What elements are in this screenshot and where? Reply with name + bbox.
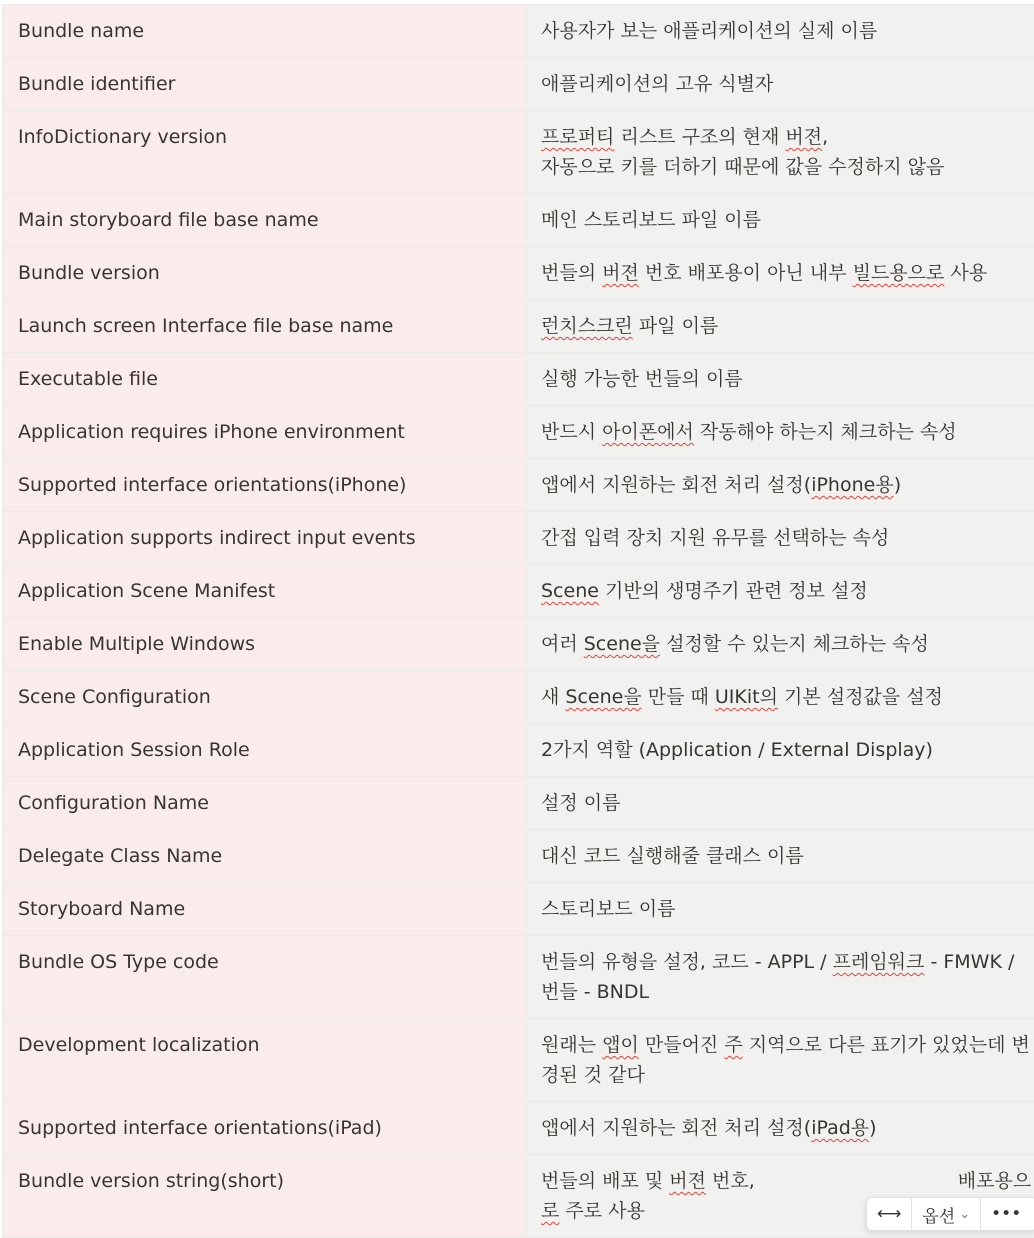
description-line [541, 364, 1027, 394]
spellcheck-flagged-word: 버젼 [602, 262, 639, 284]
description-text: 번들의 [541, 262, 602, 284]
description-text: 애플리케이션의 고유 식별자 [541, 73, 773, 95]
table-row [3, 618, 1034, 671]
property-description-cell[interactable] [527, 671, 1034, 724]
table-row [3, 5, 1034, 58]
description-text: 대신 코드 실행해줄 클래스 이름 [541, 845, 804, 867]
description-text: 작동해야 하는지 체크하는 속성 [694, 421, 957, 443]
info-plist-table [2, 4, 1034, 1238]
property-description-cell[interactable] [527, 58, 1034, 111]
description-text: 번들의 배포 및 [541, 1170, 669, 1192]
description-text: 만들어진 [639, 1034, 725, 1056]
property-description-cell[interactable] [527, 883, 1034, 936]
description-line [541, 523, 1027, 553]
spellcheck-flagged-word: Scene을 [565, 686, 641, 708]
property-key-cell[interactable]: Supported interface orientations(iPhone) [3, 459, 527, 512]
description-text: 원래는 [541, 1034, 602, 1056]
description-text: 새 [541, 686, 565, 708]
table-body [3, 5, 1034, 1238]
spellcheck-flagged-word: 아이폰에서 [602, 421, 694, 443]
table-row [3, 111, 1034, 194]
description-text: 스토리보드 이름 [541, 898, 676, 920]
property-description-cell[interactable] [527, 5, 1034, 58]
description-line [541, 788, 1027, 818]
description-text: 번호, [706, 1170, 755, 1192]
description-text: ) [894, 474, 901, 496]
description-text: 사용자가 보는 애플리케이션의 실제 이름 [541, 20, 877, 42]
more-icon: ••• [991, 1204, 1021, 1224]
description-text: 앱에서 지원하는 회전 처리 설정( [541, 1117, 811, 1139]
table-row [3, 830, 1034, 883]
description-line [541, 629, 1027, 659]
description-text: 사용 [944, 262, 987, 284]
description-line [541, 735, 1027, 765]
description-text: ) [869, 1117, 876, 1139]
description-text: , [822, 126, 828, 148]
table-row [3, 883, 1034, 936]
spellcheck-flagged-word: 빌드용으로 [853, 262, 945, 284]
description-text: 파일 이름 [633, 315, 719, 337]
description-text: - FMWK / [924, 951, 1014, 973]
description-text: 배포용으 [958, 1170, 1031, 1192]
spellcheck-flagged-word: 프로퍼티 [541, 126, 614, 148]
description-text: 만들 때 [642, 686, 715, 708]
description-text: 2가지 역할 (Application / External Display) [541, 739, 933, 761]
description-text: 경된 것 같다 [541, 1064, 645, 1086]
description-line [541, 122, 1027, 152]
table-row [3, 512, 1034, 565]
property-description-cell[interactable] [527, 194, 1034, 247]
property-description-cell[interactable] [527, 565, 1034, 618]
property-description-cell[interactable] [527, 618, 1034, 671]
spellcheck-flagged-word: 버젼 [669, 1170, 706, 1192]
description-line [541, 1113, 1027, 1143]
description-line [541, 947, 1027, 977]
floating-toolbar [866, 1197, 1034, 1231]
table-row [3, 459, 1034, 512]
description-line [541, 205, 1027, 235]
spellcheck-flagged-word: iPhone용 [811, 474, 894, 496]
description-text: 리스트 구조의 현재 [614, 126, 785, 148]
property-key-cell[interactable]: Storyboard Name [3, 883, 527, 936]
description-text: 기반의 생명주기 관련 정보 설정 [599, 580, 868, 602]
property-description-cell[interactable] [527, 247, 1034, 300]
property-key-cell[interactable]: Main storyboard file base name [3, 194, 527, 247]
description-text: 번들 - BNDL [541, 981, 649, 1003]
property-key-cell[interactable]: Scene Configuration [3, 671, 527, 724]
table-row [3, 724, 1034, 777]
property-description-cell[interactable] [527, 1102, 1034, 1155]
properties-table-container [2, 4, 1034, 1238]
description-text: 주로 사용 [559, 1200, 645, 1222]
property-key-cell[interactable]: Launch screen Interface file base name [3, 300, 527, 353]
description-text: 앱에서 지원하는 회전 처리 설정( [541, 474, 811, 496]
more-button[interactable] [981, 1198, 1031, 1230]
table-row [3, 247, 1034, 300]
property-key-cell[interactable]: Executable file [3, 353, 527, 406]
description-line [541, 470, 1027, 500]
description-text: 설정할 수 있는지 체크하는 속성 [660, 633, 929, 655]
description-text: 번호 배포용이 아닌 내부 [639, 262, 853, 284]
table-row [3, 1019, 1034, 1102]
spellcheck-flagged-word: 런치스크린 [541, 315, 633, 337]
description-line [541, 1030, 1027, 1060]
options-dropdown[interactable] [912, 1198, 981, 1230]
table-row [3, 936, 1034, 1019]
spellcheck-flagged-word: 로 [541, 1200, 559, 1222]
spellcheck-flagged-word: Scene을 [584, 633, 660, 655]
spellcheck-flagged-word: UIKit의 [715, 686, 778, 708]
description-line [541, 1166, 1027, 1196]
property-description-cell[interactable] [527, 459, 1034, 512]
table-row [3, 58, 1034, 111]
description-line [541, 16, 1027, 46]
description-text: 번들의 유형을 설정, 코드 - APPL / [541, 951, 833, 973]
table-row [3, 565, 1034, 618]
property-description-cell[interactable] [527, 406, 1034, 459]
property-description-cell[interactable] [527, 353, 1034, 406]
property-description-cell[interactable] [527, 830, 1034, 883]
description-text: 메인 스토리보드 파일 이름 [541, 209, 761, 231]
table-row [3, 353, 1034, 406]
description-line [541, 576, 1027, 606]
property-key-cell[interactable]: Application supports indirect input events [3, 512, 527, 565]
property-key-cell[interactable]: Application requires iPhone environment [3, 406, 527, 459]
spellcheck-flagged-word: Scene [541, 580, 599, 602]
table-row [3, 406, 1034, 459]
property-key-cell[interactable]: Delegate Class Name [3, 830, 527, 883]
property-key-cell[interactable]: Development localization [3, 1019, 527, 1102]
property-key-cell[interactable]: Supported interface orientations(iPad) [3, 1102, 527, 1155]
description-line [541, 69, 1027, 99]
description-text: 실행 가능한 번들의 이름 [541, 368, 743, 390]
property-key-cell[interactable]: Bundle identifier [3, 58, 527, 111]
property-description-cell[interactable] [527, 300, 1034, 353]
description-line [541, 894, 1027, 924]
property-description-cell[interactable] [527, 724, 1034, 777]
description-text: 지역으로 다른 표기가 있었는데 변 [743, 1034, 1030, 1056]
description-text: 반드시 [541, 421, 602, 443]
property-description-cell[interactable] [527, 111, 1034, 194]
table-row [3, 194, 1034, 247]
description-line [541, 1060, 1027, 1090]
description-text: 설정 이름 [541, 792, 620, 814]
spellcheck-flagged-word: 버젼 [785, 126, 822, 148]
description-line [541, 977, 1027, 1007]
description-line [541, 682, 1027, 712]
property-key-cell[interactable]: Configuration Name [3, 777, 527, 830]
property-key-cell[interactable]: Bundle name [3, 5, 527, 58]
property-key-cell[interactable]: InfoDictionary version [3, 111, 527, 194]
swap-direction-button[interactable] [867, 1198, 912, 1230]
property-description-cell[interactable] [527, 512, 1034, 565]
table-row [3, 671, 1034, 724]
description-line [541, 152, 1027, 182]
spellcheck-flagged-word: iPad용 [811, 1117, 869, 1139]
spellcheck-flagged-word: 프레임워크 [833, 951, 925, 973]
table-row [3, 300, 1034, 353]
spellcheck-flagged-word: 앱이 [602, 1034, 639, 1056]
description-text: 기본 설정값을 설정 [778, 686, 943, 708]
spellcheck-flagged-word: 주 [724, 1034, 742, 1056]
property-description-cell[interactable] [527, 936, 1034, 1019]
table-row [3, 777, 1034, 830]
description-line [541, 841, 1027, 871]
description-line [541, 311, 1027, 341]
description-line [541, 258, 1027, 288]
chevron-down-icon: ⌄ [959, 1207, 970, 1222]
description-text: 자동으로 키를 더하기 때문에 값을 수정하지 않음 [541, 156, 944, 178]
table-row [3, 1102, 1034, 1155]
description-line [541, 417, 1027, 447]
property-description-cell[interactable] [527, 777, 1034, 830]
property-key-cell[interactable]: Bundle OS Type code [3, 936, 527, 1019]
description-text: 여러 [541, 633, 584, 655]
swap-arrows-icon: ⟷ [877, 1204, 901, 1224]
description-text: 간접 입력 장치 지원 유무를 선택하는 속성 [541, 527, 889, 549]
property-key-cell[interactable]: Enable Multiple Windows [3, 618, 527, 671]
property-description-cell[interactable] [527, 1019, 1034, 1102]
property-key-cell[interactable]: Bundle version string(short) [3, 1155, 527, 1238]
property-key-cell[interactable]: Application Session Role [3, 724, 527, 777]
property-key-cell[interactable]: Bundle version [3, 247, 527, 300]
property-key-cell[interactable]: Application Scene Manifest [3, 565, 527, 618]
options-label: 옵션 [922, 1202, 955, 1227]
